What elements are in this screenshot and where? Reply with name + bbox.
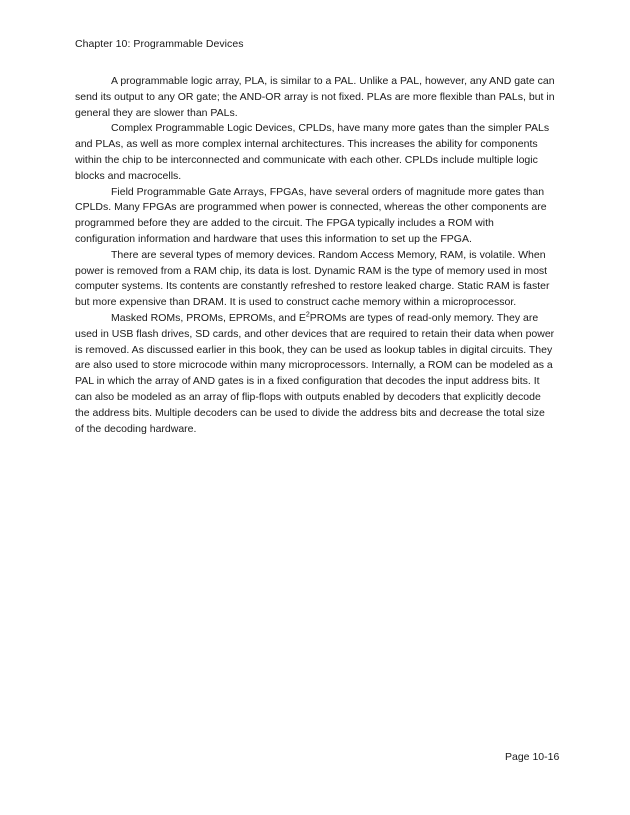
- rom-text-start: Masked ROMs, PROMs, EPROMs, and E: [111, 311, 306, 324]
- paragraph-cpld: Complex Programmable Logic Devices, CPLDs, have many more gates than the simpler PALs and PLAs, as well as more complex internal architectures. This increases the ability for components within the chip to be interconnected and communicate with each other. CPLDs include multiple logic blocks and macrocells.: [75, 122, 550, 182]
- paragraph-fpga: Field Programmable Gate Arrays, FPGAs, have several orders of magnitude more gates than CPLDs. Many FPGAs are programmed when power is connected, whereas the other components are programmed before they are added to the circuit. The FPGA typically includes a ROM with configuration information and hardware that uses this information to set up the FPGA.: [75, 185, 547, 245]
- page-number: Page 10-16: [505, 751, 560, 763]
- paragraph-rom: [75, 311, 555, 437]
- superscript-two: 2: [305, 311, 310, 319]
- paragraph-pla: A programmable logic array, PLA, is similar to a PAL. Unlike a PAL, however, any AND gate can send its output to any OR gate; the AND-OR array is not fixed. PLAs are more flexible than PALs, but in general they are slower than PALs.: [75, 75, 555, 119]
- running-header: Chapter 10: Programmable Devices: [75, 38, 244, 50]
- rom-text-end: PROMs are types of read-only memory. They are used in USB flash drives, SD cards, and other devices that are required to retain their data when power is removed. As discussed earlier in this book, they can be used as lookup tables in digital circuits. They are also used to store microcode within many microprocessors. Internally, a ROM can be modeled as a PAL in which the array of AND gates is in a fixed configuration that decodes the input address bits. It can also be modeled as an array of flip-flops with outputs enabled by decoders that explicitly decode the address bits. Multiple decoders can be used to divide the address bits and decrease the total size of the decoding hardware.: [75, 311, 555, 435]
- body-text: [75, 74, 555, 437]
- paragraph-ram: There are several types of memory devices. Random Access Memory, RAM, is volatile. When power is removed from a RAM chip, its data is lost. Dynamic RAM is the type of memory used in most computer systems. Its contents are constantly refreshed to restore leaked charge. Static RAM is faster but more expensive than DRAM. It is used to construct cache memory within a microprocessor.: [75, 248, 550, 309]
